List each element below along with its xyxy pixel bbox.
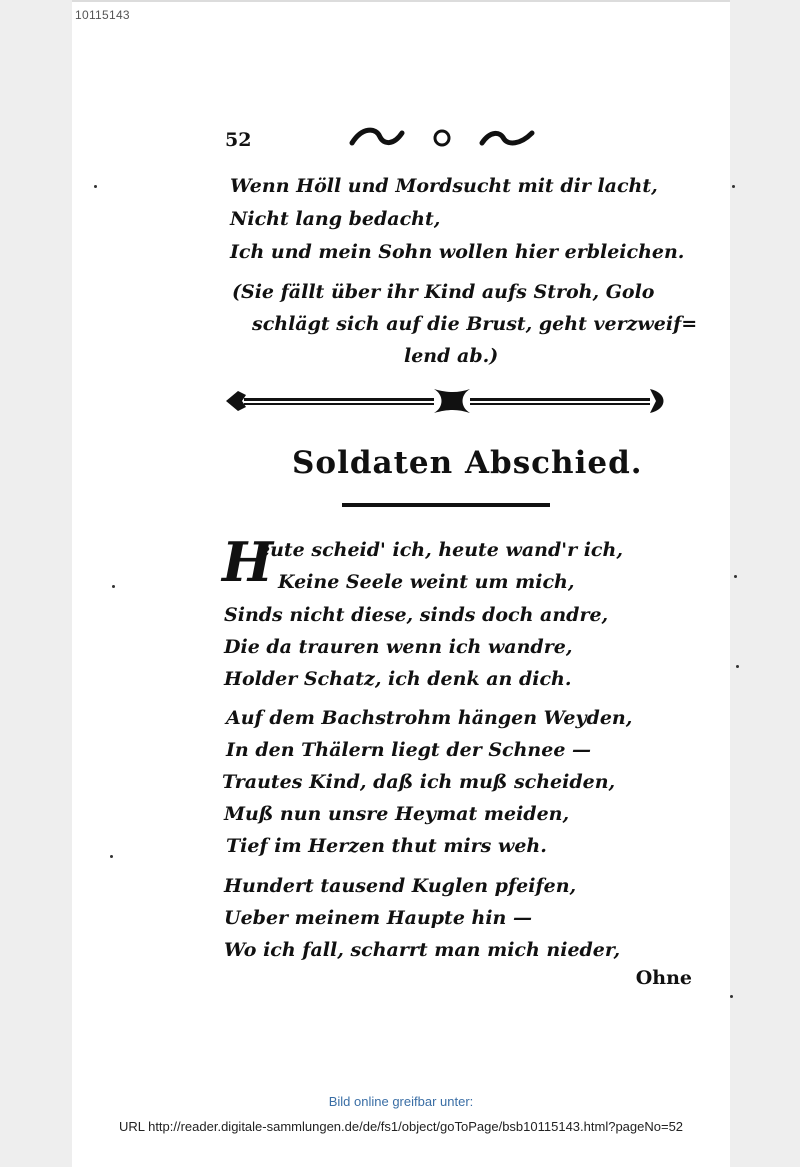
scan-speck (110, 855, 113, 858)
title-underline (342, 503, 550, 507)
catchword: Ohne (635, 967, 692, 989)
verse-line: Keine Seele weint um mich, (278, 571, 575, 593)
verse-line: In den Thälern liegt der Schnee — (226, 739, 592, 761)
verse-line: Auf dem Bachstrohm hängen Weyden, (226, 707, 633, 729)
verse-line: eute scheid' ich, heute wand'r ich, (258, 539, 623, 561)
verse-line: Wo ich fall, scharrt man mich nieder, (224, 939, 621, 961)
verse-line: Hundert tausend Kuglen pfeifen, (224, 875, 577, 897)
verse-line: Tief im Herzen thut mirs weh. (226, 835, 547, 857)
ornament-swirl-circle-icon (342, 123, 542, 153)
verse-line: Wenn Höll und Mordsucht mit dir lacht, (230, 175, 658, 197)
verse-line: Sinds nicht diese, sinds doch andre, (224, 604, 609, 626)
stage-direction-line: (Sie fällt über ihr Kind aufs Stroh, Golo (232, 281, 655, 303)
scan-speck (112, 585, 115, 588)
document-id: 10115143 (75, 8, 130, 22)
drop-cap: H (222, 530, 274, 594)
scan-speck (734, 575, 737, 578)
stage-direction-line: schlägt sich auf die Brust, geht verzweif= (252, 313, 698, 335)
footer-label: Bild online greifbar unter: (328, 1094, 474, 1109)
scan-speck (730, 995, 733, 998)
verse-line: Die da trauren wenn ich wandre, (224, 636, 573, 658)
verse-line: Ich und mein Sohn wollen hier erbleichen. (230, 241, 685, 263)
stage-direction-line: lend ab.) (404, 345, 499, 367)
document-page (72, 0, 730, 1167)
footer-url[interactable]: URL http://reader.digitale-sammlungen.de/de/fs1/object/goToPage/bsb10115143.html?pageNo=52 (118, 1119, 684, 1134)
verse-line: Ueber meinem Haupte hin — (224, 907, 532, 929)
verse-line: Nicht lang bedacht, (230, 208, 441, 230)
verse-line: Holder Schatz, ich denk an dich. (224, 668, 572, 690)
scanned-page (222, 115, 698, 1020)
page-number: 52 (225, 129, 252, 151)
verse-line: Muß nun unsre Heymat meiden, (224, 803, 570, 825)
scan-speck (94, 185, 97, 188)
verse-line: Trautes Kind, daß ich muß scheiden, (222, 771, 616, 793)
scan-speck (736, 665, 739, 668)
ornament-rule-icon (222, 385, 672, 417)
poem-title: Soldaten Abschied. (292, 445, 643, 481)
scan-speck (732, 185, 735, 188)
